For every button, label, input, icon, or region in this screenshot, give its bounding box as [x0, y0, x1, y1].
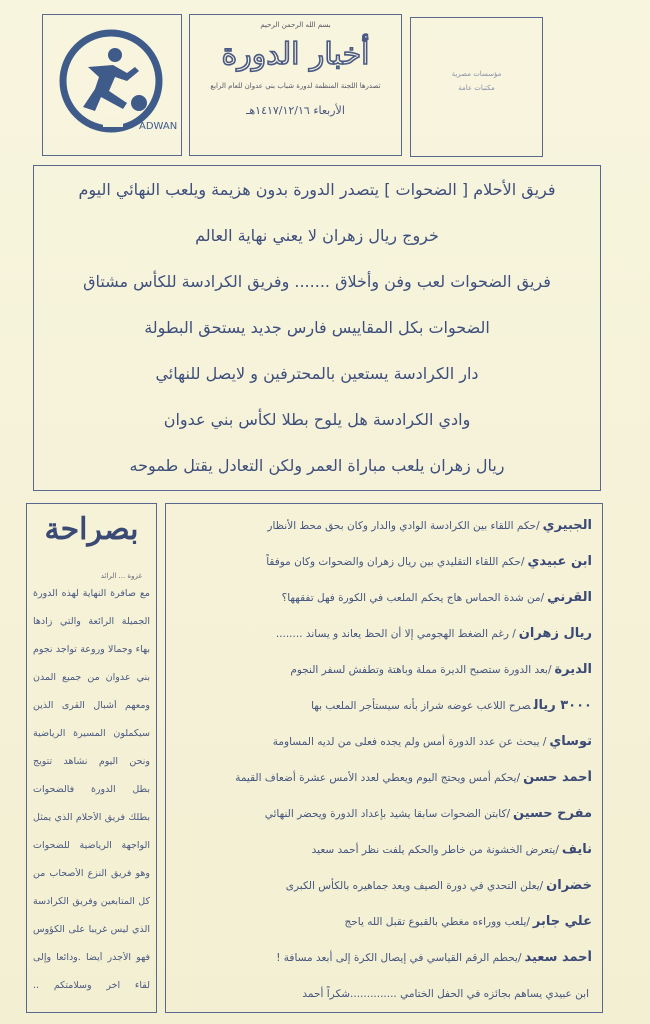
news-item [174, 842, 592, 857]
news-name: توساي [549, 734, 592, 749]
logo-text: ADWAN [139, 121, 178, 132]
news-text: /يعلن التحدي في دورة الصيف ويعد جماهيره بالكأس الكبرى [285, 880, 544, 892]
news-name: علي جابر [532, 914, 592, 929]
news-name: القرني [547, 590, 592, 605]
column-line: بني عدوان من جميع المدن [33, 672, 150, 683]
logo-box [42, 14, 182, 156]
news-item [174, 554, 592, 569]
news-item [174, 734, 592, 749]
news-name: خضران [546, 878, 592, 893]
column-line: الواجهة الرياضية للضحوات [33, 840, 150, 851]
headline: وادي الكرادسة هل يلوح بطلا لكأس بني عدوان [163, 410, 471, 429]
news-item [174, 770, 592, 785]
column-line: بطلك فريق الأحلام الذي يمثل [33, 812, 150, 823]
column-line: الذي ليس غريبا على الكؤوس [33, 924, 150, 935]
column-line: الجميلة الرائعة والتي زادها [33, 616, 150, 627]
news-text: / يبحث عن عدد الدورة أمس ولم يجده فعلى من لديه المساومة [272, 736, 547, 748]
column-line: فهو الأجدر أيضا .ودائعا وإلى [33, 952, 150, 963]
news-text: ابن عبيدي يساهم بجائزه في الحفل الختامي ..............شكراً أحمد [302, 988, 589, 1000]
news-text: صرح اللاعب عوضه شراز بأنه سيستأجر الملعب بها [311, 700, 531, 712]
news-text: /يحطم الرقم القياسي في إيصال الكرة إلى أبعد مسافة ! [276, 952, 522, 964]
column-greeting: غزوة ... الرائد [100, 572, 142, 580]
news-text: /كابتن الضحوات سابقا يشيد بإعداد الدورة ويحضر النهائي [264, 808, 510, 820]
news-name: ٣٠٠٠ ريال [533, 698, 592, 713]
news-name: نايف [561, 842, 592, 857]
news-text: / رغم الضغط الهجومي إلا أن الحظ يعاند و يساند ........ [275, 628, 516, 640]
news-item [174, 806, 592, 821]
news-name: الديرة [554, 662, 592, 677]
news-box [165, 503, 603, 1013]
seal-box [410, 17, 543, 157]
news-text: /يحكم أمس ويحتج اليوم ويعطي لعدد الأمس عشرة أضعاف القيمة [235, 772, 521, 784]
news-text: /حكم اللقاء بين الكرادسة الوادي والدار وكان بحق محط الأنظار [267, 520, 540, 532]
opinion-column [26, 503, 157, 1013]
basmala: بسم الله الرحمن الرحيم [260, 21, 331, 29]
column-line: كل المتابعين وفريق الكرادسة [33, 896, 150, 907]
news-text: /من شدة الحماس هاج يحكم الملعب في الكورة فهل تفقهها؟ [281, 592, 545, 604]
news-name: مفرح حسين [513, 806, 592, 821]
news-item [174, 662, 592, 677]
column-line: وهو فريق النزع الأصحاب من [33, 868, 150, 879]
news-text: /بعد الدورة ستصبح الديرة مملة وباهتة وتطفش لسفر النجوم [290, 664, 552, 676]
news-item [174, 626, 592, 641]
headline: خروج ريال زهران لا يعني نهاية العالم [195, 226, 439, 245]
news-item [174, 878, 592, 893]
column-line: سيكملون المسيرة الرياضية [33, 728, 150, 739]
news-name: أحمد سعيد [524, 950, 592, 965]
news-text: /يلعب ووراءه مغطي بالقبوع تقبل الله ياحج [344, 916, 530, 928]
headline: فريق الضحوات لعب وفن وأخلاق ....... وفريق الكرادسة للكأس مشتاق [83, 272, 551, 291]
issue-date: الأربعاء ١٤١٧/١٢/١٦هـ [246, 104, 345, 117]
column-line: ومعهم أشبال القرى الذين [33, 700, 150, 711]
column-line: بطل الدورة فالضحوات [33, 784, 150, 795]
news-item [174, 914, 592, 929]
publisher-line: تصدرها اللجنة المنظمة لدورة شباب بني عدوان للعام الرابع [210, 82, 381, 90]
headlines-box [33, 165, 601, 491]
news-item [174, 518, 592, 533]
newsletter-title: أخبار الدورة [221, 37, 370, 72]
column-line: بهاء وجمالا وروعة تواجد نجوم [33, 644, 150, 655]
news-item [174, 950, 592, 965]
column-line: مع صافرة النهاية لهذه الدورة [33, 588, 150, 599]
headline: الضحوات بكل المقاييس فارس جديد يستحق البطولة [144, 318, 490, 337]
seal-line: مكتبات عامة [458, 84, 495, 92]
column-line: لقاء آخر وسلامتكم .. [33, 980, 150, 991]
headline: دار الكرادسة يستعين بالمحترفين و لايصل للنهائي [155, 364, 479, 383]
headline: ريال زهران يلعب مباراة العمر ولكن التعادل يقتل طموحه [129, 456, 505, 475]
news-text: /حكم اللقاء التقليدي بين ريال زهران والضحوات وكان موفقاً [266, 556, 525, 568]
headline: فريق الأحلام [ الضحوات ] يتصدر الدورة بدون هزيمة ويلعب النهائي اليوم [78, 180, 556, 199]
news-name: أحمد حسن [523, 770, 592, 785]
news-item [174, 590, 592, 605]
column-title: بصراحة [44, 512, 139, 547]
footballer-logo [43, 15, 180, 153]
news-item [174, 698, 592, 713]
news-name: ريال زهران [518, 626, 592, 641]
news-text: /يتعرض الخشونة من خاطر والحكم يلفت نظر أحمد سعيد [311, 844, 559, 856]
masthead-box [189, 14, 402, 156]
news-item [174, 986, 592, 1001]
news-name: الجبيري [542, 518, 592, 533]
news-name: ابن عبيدي [527, 554, 592, 569]
column-line: ونحن اليوم نشاهد تتويج [33, 756, 150, 767]
seal-line: مؤسسات مصرية [451, 70, 502, 78]
